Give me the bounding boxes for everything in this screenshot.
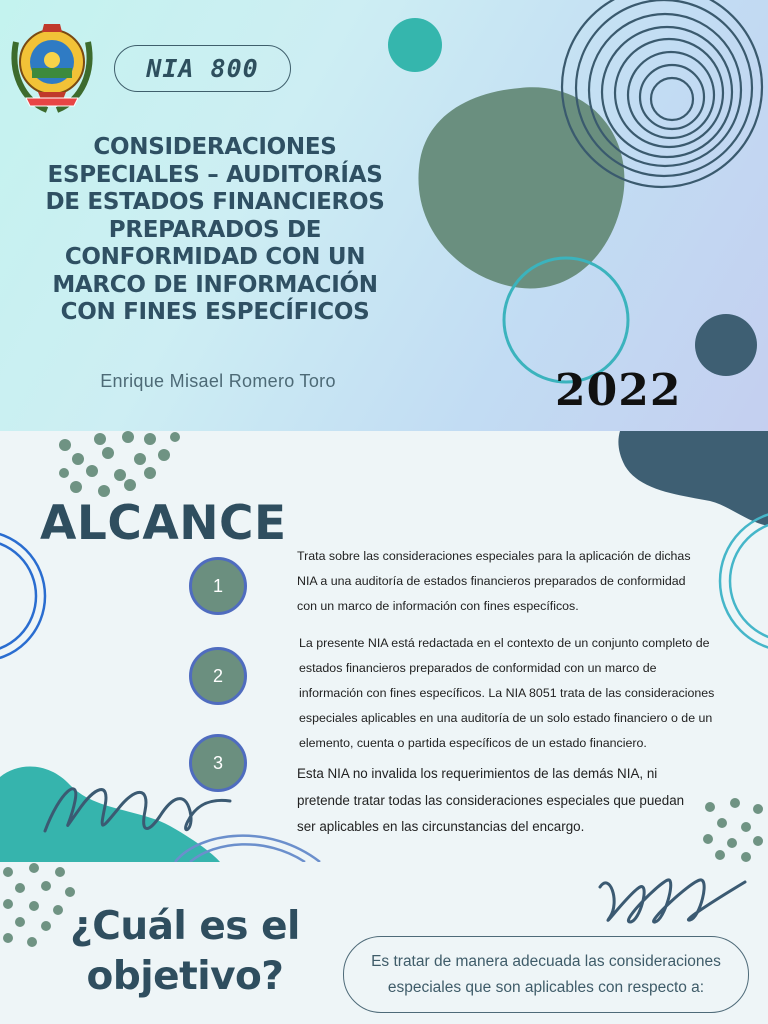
aqua-dot-shape [388, 18, 442, 72]
title-line: ESPECIALES – AUDITORÍAS [47, 161, 383, 188]
title-slide [0, 0, 768, 431]
alcance-paragraph-1 [297, 544, 747, 619]
paragraph-line: elemento, cuenta o partida específicos de un estado financiero. [299, 736, 647, 750]
step-number-1: 1 [189, 557, 247, 615]
objetivo-heading [50, 902, 320, 1002]
paragraph-line: Trata sobre las consideraciones especiales para la aplicación de dichas [297, 549, 691, 563]
title-line: CONSIDERACIONES [93, 134, 337, 160]
author-name: Enrique Misael Romero Toro [100, 371, 336, 391]
answer-line: especiales que son aplicables con respecto a: [387, 978, 705, 996]
blue-ring-shape [0, 531, 45, 661]
nia-badge-label: NIA 800 [146, 54, 259, 83]
teal-blob-shape [0, 767, 220, 862]
alcance-paragraph-3 [297, 761, 737, 841]
alcance-slide [0, 431, 768, 862]
alcance-paragraph-2 [299, 631, 749, 756]
navy-blob-shape [618, 431, 768, 526]
paragraph-line: Esta NIA no invalida los requerimientos de las demás NIA, ni [297, 766, 658, 781]
heading-line: objetivo? [86, 954, 284, 999]
nia-badge [114, 45, 291, 92]
objetivo-slide [0, 862, 768, 1024]
alcance-heading: ALCANCE [40, 496, 287, 551]
step-number-2: 2 [189, 647, 247, 705]
paragraph-line: La presente NIA está redactada en el contexto de un conjunto completo de [299, 636, 710, 650]
scribble-icon [600, 880, 745, 922]
page-title [18, 134, 412, 327]
paragraph-line: pretende tratar todas las consideraciones especiales que puedan [297, 792, 685, 808]
paragraph-line: NIA a una auditoría de estados financieros preparados de conformidad [297, 574, 686, 588]
paragraph-line: con un marco de información con fines específicos. [297, 599, 579, 613]
spiral-circle-icon [562, 0, 762, 187]
step-number-3: 3 [189, 734, 247, 792]
paragraph-line: información con fines específicos. La NIA 8051 trata de las consideraciones [299, 686, 715, 700]
paragraph-line: estados financieros preparados de conformidad con un marco de [299, 661, 657, 675]
title-line: PREPARADOS DE [108, 216, 322, 243]
objetivo-answer-box [343, 936, 749, 1013]
title-line: CONFORMIDAD CON UN [64, 244, 366, 270]
heading-line: ¿Cuál es el [70, 904, 300, 949]
dot-pattern-shape [59, 431, 180, 497]
paragraph-line: ser aplicables en las circunstancias del encargo. [297, 819, 585, 834]
paragraph-line: especiales aplicables en una auditoría de un solo estado financiero o de un [299, 711, 713, 725]
navy-dot-shape [695, 314, 757, 376]
university-crest-logo [14, 24, 89, 110]
title-line: CON FINES ESPECÍFICOS [60, 299, 370, 325]
answer-line: Es tratar de manera adecuada las consideraciones [371, 952, 721, 970]
title-line: MARCO DE INFORMACIÓN [52, 271, 378, 298]
year-label: 2022 [555, 365, 682, 416]
title-line: DE ESTADOS FINANCIEROS [45, 189, 385, 215]
